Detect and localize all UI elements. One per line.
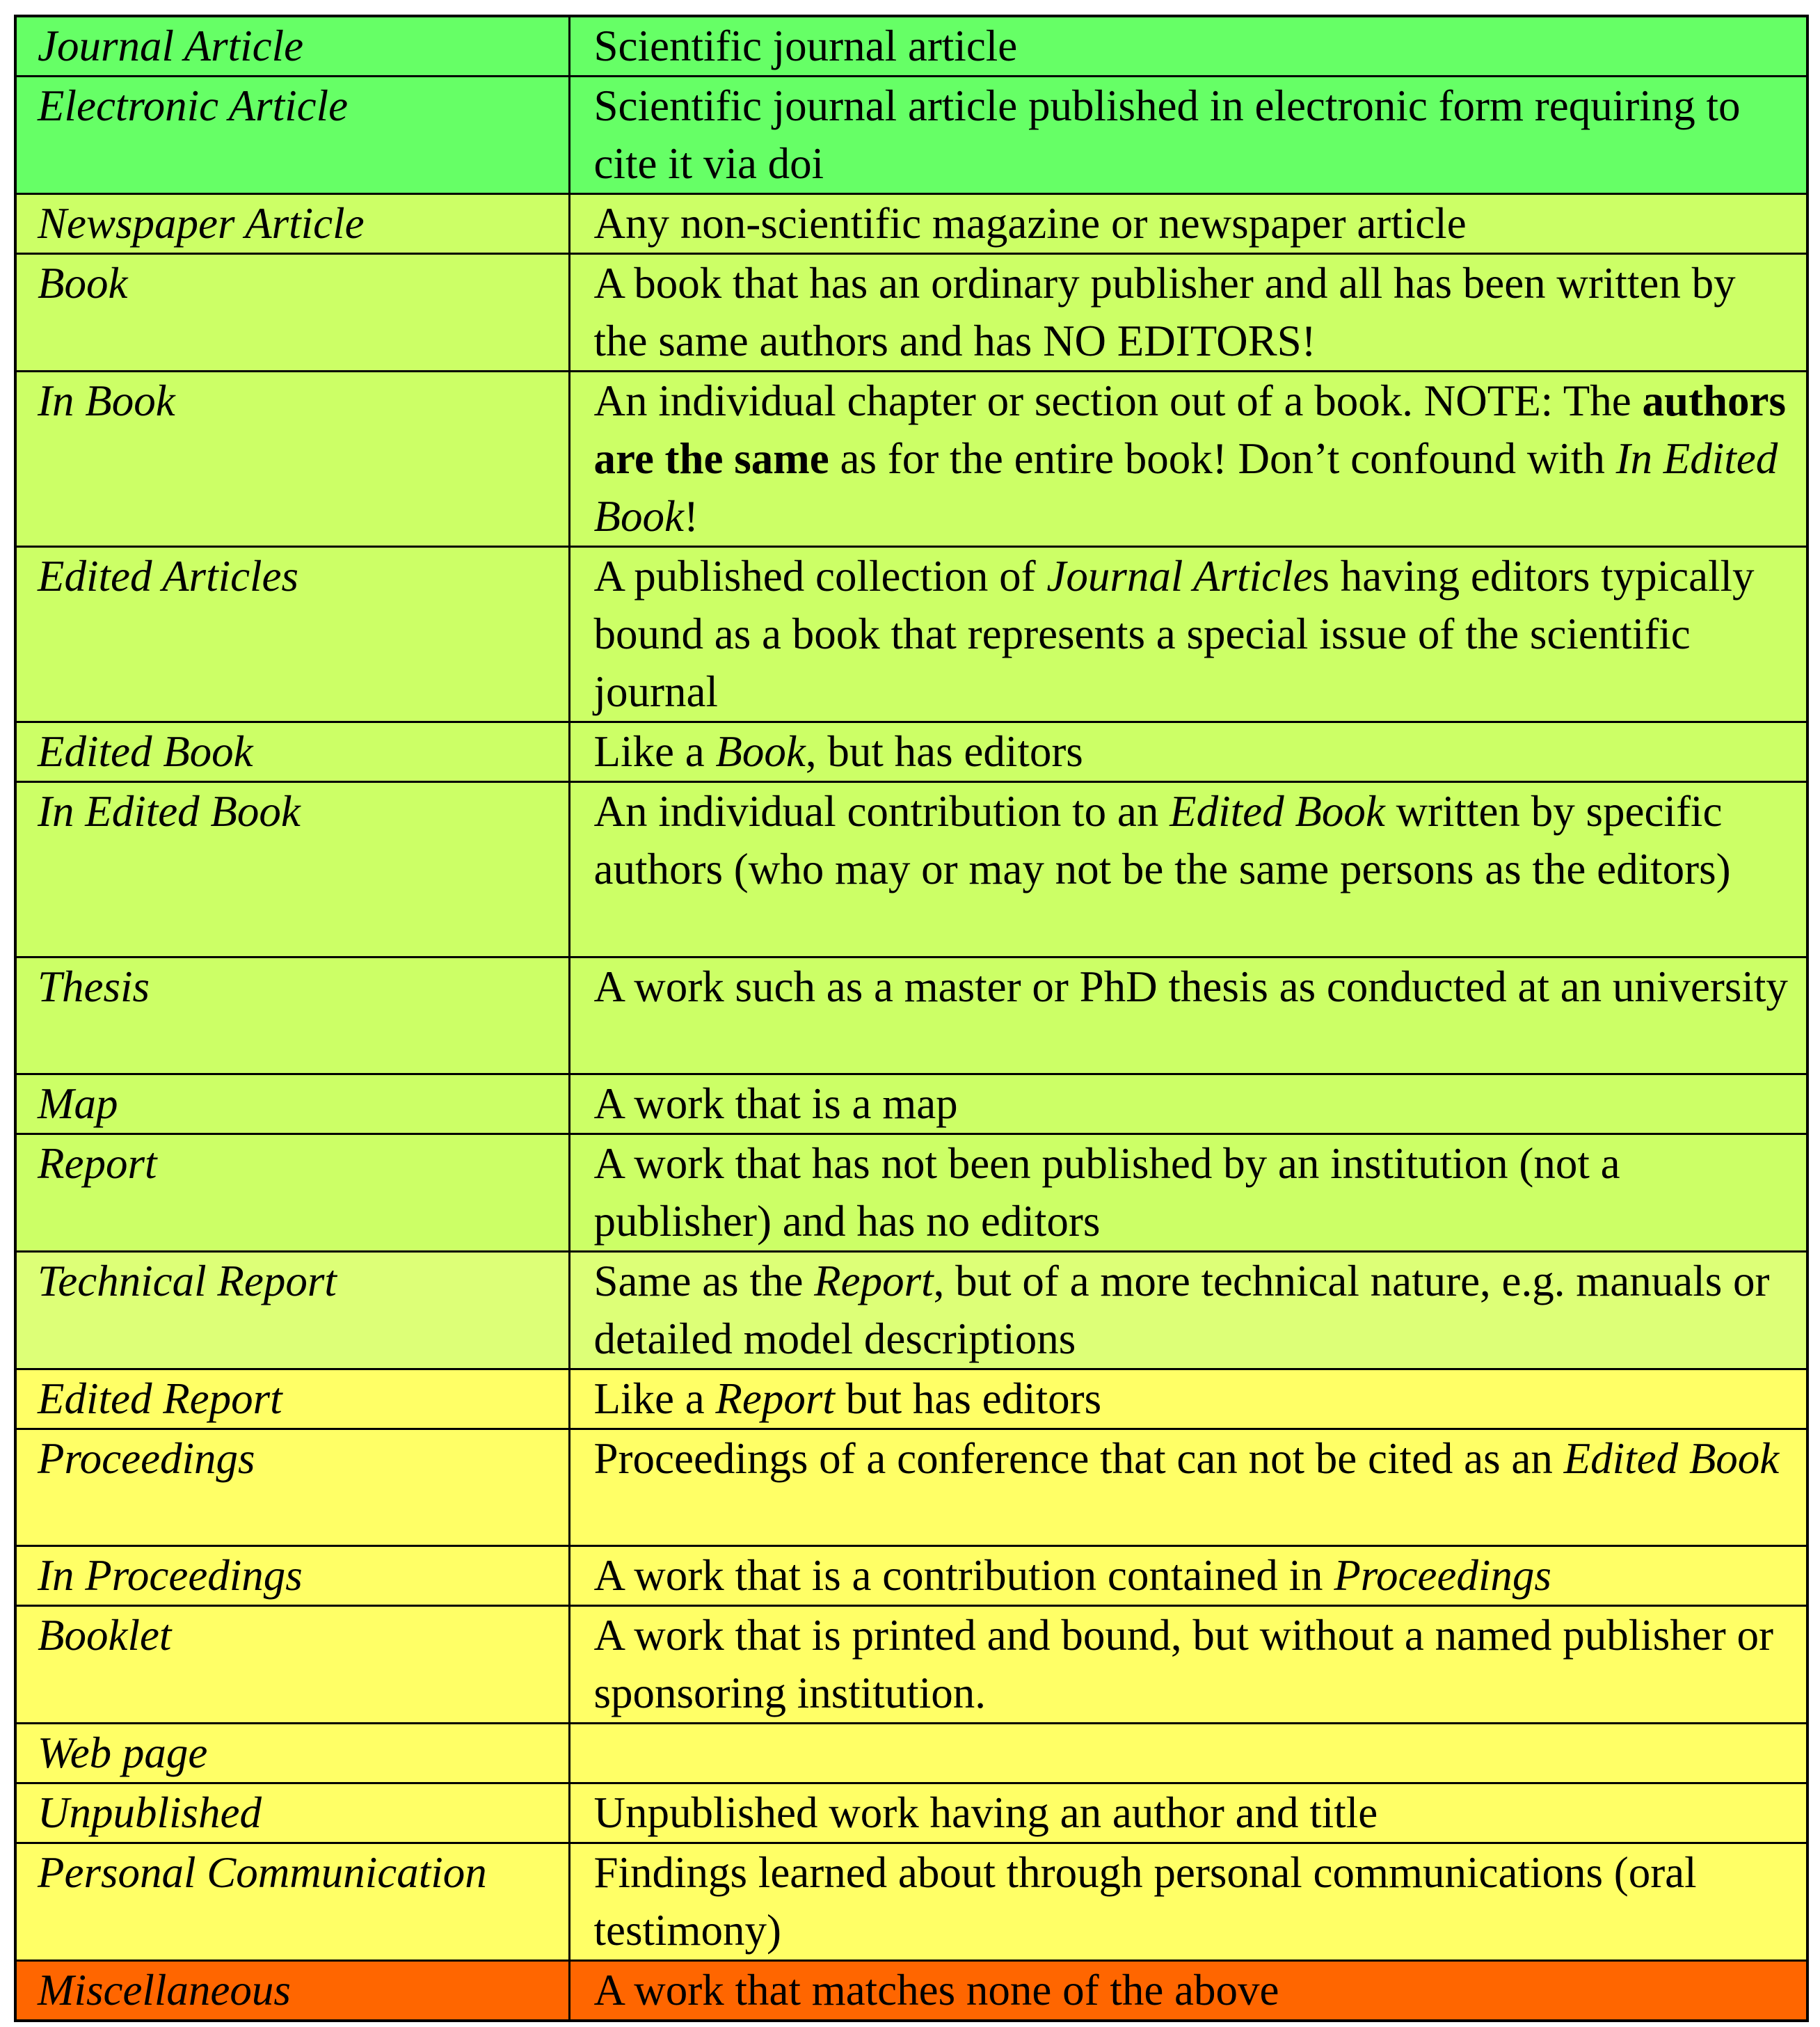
description-cell bbox=[569, 1961, 1807, 2021]
description-text: An individual contribution to an bbox=[593, 787, 1170, 836]
description-cell bbox=[569, 1783, 1807, 1843]
description-text: Proceedings of a conference that can not be cited as an bbox=[593, 1434, 1564, 1483]
table-row bbox=[15, 1134, 1807, 1252]
reference-type-cell: Web page bbox=[15, 1724, 569, 1783]
reference-type-cell: Unpublished bbox=[15, 1783, 569, 1843]
reference-type-cell: Proceedings bbox=[15, 1429, 569, 1546]
description-text: A work that has not been published by an institution (not a publisher) and has no editors bbox=[593, 1139, 1620, 1246]
description-text: An individual chapter or section out of a book. NOTE: The bbox=[593, 376, 1643, 425]
description-text: Proceedings bbox=[1334, 1551, 1551, 1600]
table-row bbox=[15, 722, 1807, 782]
reference-type-cell: Electronic Article bbox=[15, 77, 569, 194]
description-text: Edited Book bbox=[1563, 1434, 1780, 1483]
table-row bbox=[15, 957, 1807, 1074]
reference-type-table bbox=[14, 15, 1809, 2022]
reference-type-cell: Personal Communication bbox=[15, 1843, 569, 1961]
description-cell bbox=[569, 722, 1807, 782]
description-text: A work that is printed and bound, but without a named publisher or sponsoring institution. bbox=[593, 1611, 1773, 1717]
description-text: Like a bbox=[593, 727, 716, 776]
description-text: Unpublished work having an author and title bbox=[593, 1788, 1378, 1837]
table-row bbox=[15, 194, 1807, 254]
description-cell bbox=[569, 372, 1807, 547]
description-text: Report bbox=[814, 1257, 934, 1305]
description-text: In Edited Book bbox=[593, 434, 1778, 541]
table-row bbox=[15, 16, 1807, 77]
description-cell bbox=[569, 16, 1807, 77]
description-cell bbox=[569, 782, 1807, 957]
table-row bbox=[15, 1074, 1807, 1134]
description-text: A work that is a contribution contained in bbox=[593, 1551, 1334, 1600]
description-text: A work that is a map bbox=[593, 1079, 958, 1128]
reference-type-cell: Report bbox=[15, 1134, 569, 1252]
description-cell bbox=[569, 77, 1807, 194]
reference-type-cell: Booklet bbox=[15, 1606, 569, 1724]
description-text: A work such as a master or PhD thesis as conducted at an university bbox=[593, 962, 1788, 1011]
reference-type-cell: Edited Report bbox=[15, 1369, 569, 1429]
reference-type-cell: In Edited Book bbox=[15, 782, 569, 957]
description-text: as for the entire book! Don’t confound with bbox=[829, 434, 1616, 483]
table-row bbox=[15, 1546, 1807, 1606]
description-text: authors are the same bbox=[593, 376, 1787, 483]
reference-type-cell: In Book bbox=[15, 372, 569, 547]
description-text: Book bbox=[715, 727, 806, 776]
reference-type-cell: Book bbox=[15, 254, 569, 372]
description-text: Like a bbox=[593, 1374, 716, 1423]
description-text: Scientific journal article bbox=[593, 22, 1018, 70]
description-cell bbox=[569, 1074, 1807, 1134]
reference-type-cell: Journal Article bbox=[15, 16, 569, 77]
table-row bbox=[15, 254, 1807, 372]
table-row bbox=[15, 1606, 1807, 1724]
description-text: A work that matches none of the above bbox=[593, 1966, 1279, 2014]
reference-type-cell: Map bbox=[15, 1074, 569, 1134]
table-row bbox=[15, 1724, 1807, 1783]
description-text: Any non-scientific magazine or newspaper article bbox=[593, 199, 1467, 248]
description-text: A published collection of bbox=[593, 552, 1047, 601]
description-text: , but of a more technical nature, e.g. manuals or detailed model descriptions bbox=[593, 1257, 1770, 1363]
description-text: , but has editors bbox=[805, 727, 1083, 776]
description-text: s having editors typically bound as a book that represents a special issue of the scientific journal bbox=[593, 552, 1755, 716]
description-cell bbox=[569, 1429, 1807, 1546]
reference-type-cell: Technical Report bbox=[15, 1252, 569, 1369]
table-row bbox=[15, 1252, 1807, 1369]
description-cell bbox=[569, 547, 1807, 722]
table-row bbox=[15, 1369, 1807, 1429]
description-text: written by specific authors (who may or may not be the same persons as the editors) bbox=[593, 787, 1731, 893]
reference-type-cell: In Proceedings bbox=[15, 1546, 569, 1606]
description-text: but has editors bbox=[834, 1374, 1102, 1423]
table-row bbox=[15, 547, 1807, 722]
description-text: ! bbox=[683, 492, 699, 541]
description-text: A book that has an ordinary publisher and all has been written by the same authors and has NO EDITORS! bbox=[593, 259, 1736, 365]
description-cell bbox=[569, 254, 1807, 372]
table-row bbox=[15, 1783, 1807, 1843]
table-row bbox=[15, 372, 1807, 547]
description-text: Edited Book bbox=[1170, 787, 1385, 836]
reference-type-cell: Thesis bbox=[15, 957, 569, 1074]
description-cell bbox=[569, 957, 1807, 1074]
description-cell bbox=[569, 194, 1807, 254]
description-cell bbox=[569, 1843, 1807, 1961]
description-cell bbox=[569, 1606, 1807, 1724]
reference-type-cell: Newspaper Article bbox=[15, 194, 569, 254]
description-text: Same as the bbox=[593, 1257, 815, 1305]
table-row bbox=[15, 1429, 1807, 1546]
reference-type-cell: Edited Articles bbox=[15, 547, 569, 722]
description-text: Report bbox=[715, 1374, 835, 1423]
description-text: Findings learned about through personal communications (oral testimony) bbox=[593, 1848, 1697, 1955]
description-text: Scientific journal article published in electronic form requiring to cite it via doi bbox=[593, 81, 1741, 188]
description-cell bbox=[569, 1546, 1807, 1606]
table-row bbox=[15, 1843, 1807, 1961]
description-cell bbox=[569, 1724, 1807, 1783]
description-cell bbox=[569, 1252, 1807, 1369]
description-cell bbox=[569, 1369, 1807, 1429]
table-row bbox=[15, 1961, 1807, 2021]
table-row bbox=[15, 782, 1807, 957]
table-row bbox=[15, 77, 1807, 194]
description-cell bbox=[569, 1134, 1807, 1252]
reference-type-table-body bbox=[15, 16, 1807, 2021]
description-text: Journal Article bbox=[1046, 552, 1313, 601]
reference-type-cell: Edited Book bbox=[15, 722, 569, 782]
reference-type-cell: Miscellaneous bbox=[15, 1961, 569, 2021]
